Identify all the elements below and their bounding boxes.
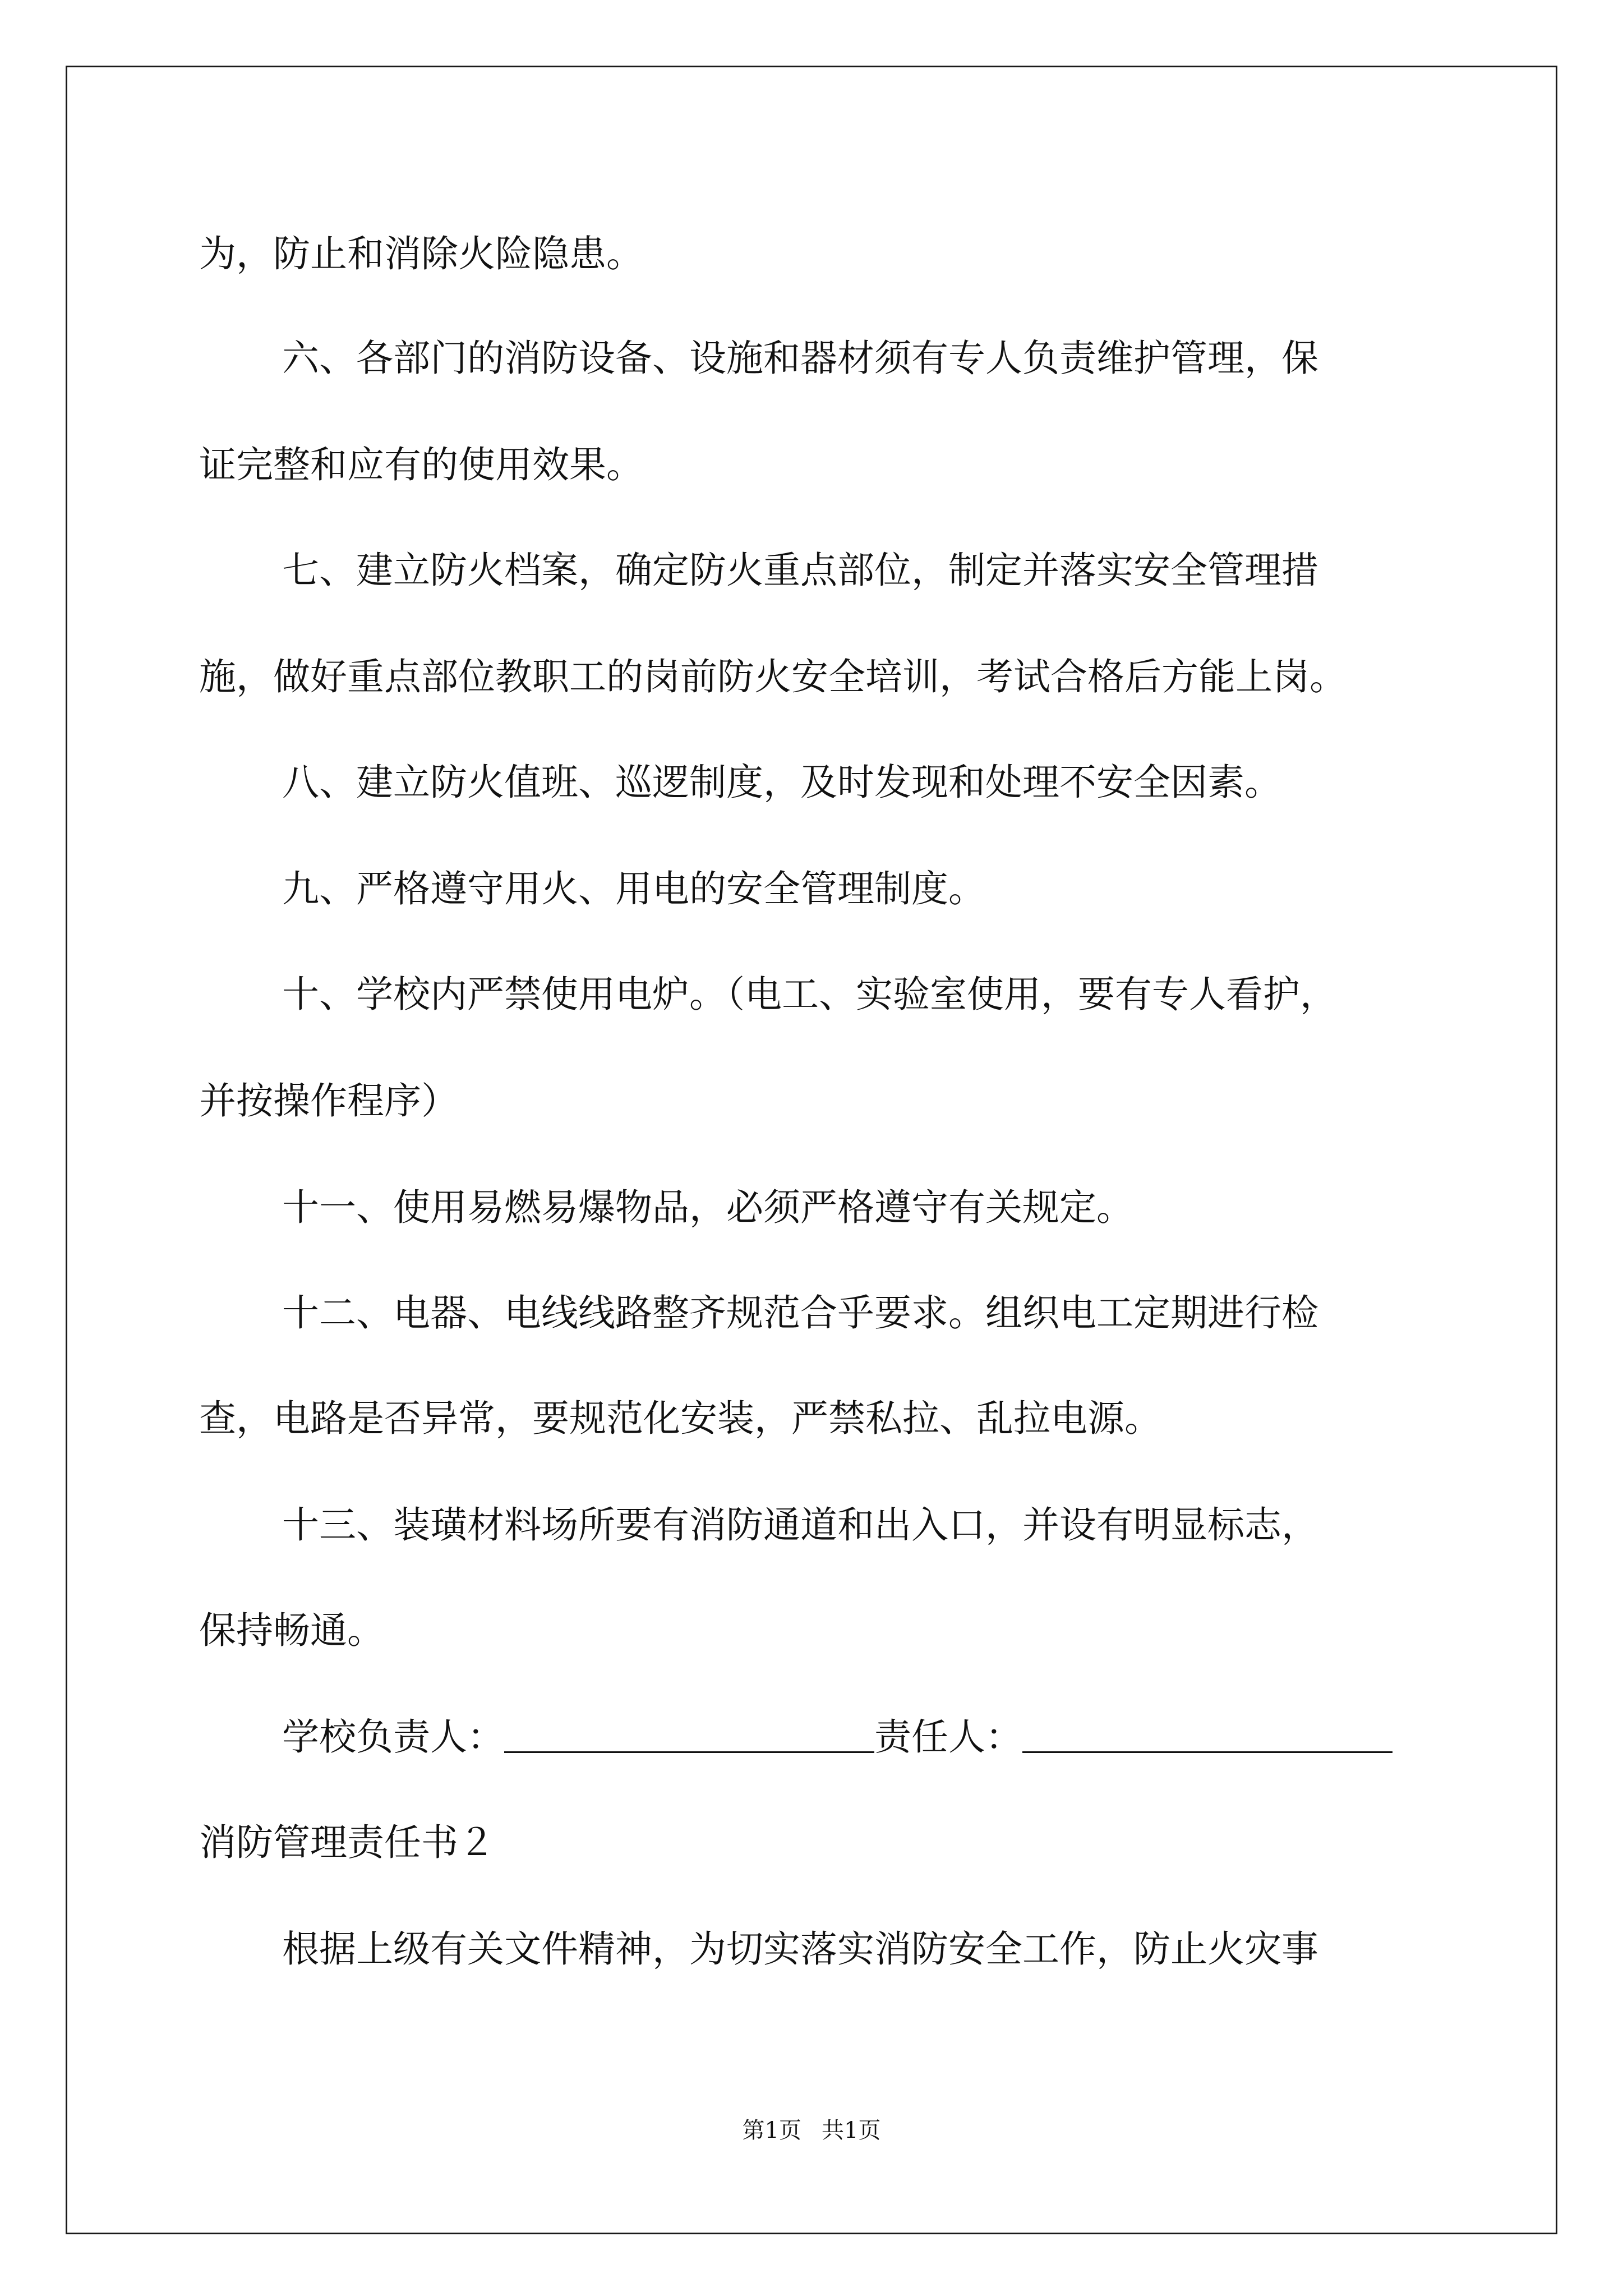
- clause-seven-line-2: 施，做好重点部位教职工的岗前防火安全培训，考试合格后方能上岗。: [199, 655, 1347, 698]
- clause-eleven: 十一、使用易燃易爆物品，必须严格遵守有关规定。: [282, 1186, 1133, 1229]
- section-title: 消防管理责任书２: [199, 1821, 495, 1864]
- clause-eight: 八、建立防火值班、巡逻制度，及时发现和处理不安全因素。: [282, 761, 1281, 804]
- clause-ten-line-2: 并按操作程序）: [199, 1079, 458, 1122]
- page-total: 共1页: [822, 2118, 881, 2143]
- responsible-person-label: 责任人：: [874, 1715, 1022, 1759]
- paragraph-line-continuation: 为，防止和消除火险隐患。: [199, 232, 643, 275]
- clause-seven-line-1: 七、建立防火档案，确定防火重点部位，制定并落实安全管理措: [282, 549, 1318, 592]
- clause-twelve-line-2: 查，电路是否异常，要规范化安装，严禁私拉、乱拉电源。: [199, 1397, 1161, 1440]
- clause-six-line-1: 六、各部门的消防设备、设施和器材须有专人负责维护管理，保: [282, 337, 1318, 380]
- school-leader-signature-blank: [504, 1720, 874, 1753]
- intro-paragraph-line-1: 根据上级有关文件精神，为切实落实消防安全工作，防止火灾事: [282, 1927, 1318, 1971]
- clause-ten-line-1: 十、学校内严禁使用电炉。（电工、实验室使用，要有专人看护，: [282, 973, 1337, 1016]
- school-leader-label: 学校负责人：: [282, 1715, 504, 1759]
- clause-nine: 九、严格遵守用火、用电的安全管理制度。: [282, 867, 985, 910]
- clause-twelve-line-1: 十二、电器、电线线路整齐规范合乎要求。组织电工定期进行检: [282, 1291, 1318, 1335]
- page-footer: [0, 2113, 1623, 2145]
- page-border: [66, 66, 1557, 2234]
- signature-row: [282, 1715, 1393, 1759]
- clause-thirteen-line-1: 十三、装璜材料场所要有消防通道和出入口，并设有明显标志，: [282, 1503, 1318, 1547]
- clause-thirteen-line-2: 保持畅通。: [199, 1609, 384, 1652]
- page-number: 第1页: [742, 2118, 801, 2143]
- responsible-person-signature-blank: [1022, 1720, 1393, 1753]
- clause-six-line-2: 证完整和应有的使用效果。: [199, 443, 643, 486]
